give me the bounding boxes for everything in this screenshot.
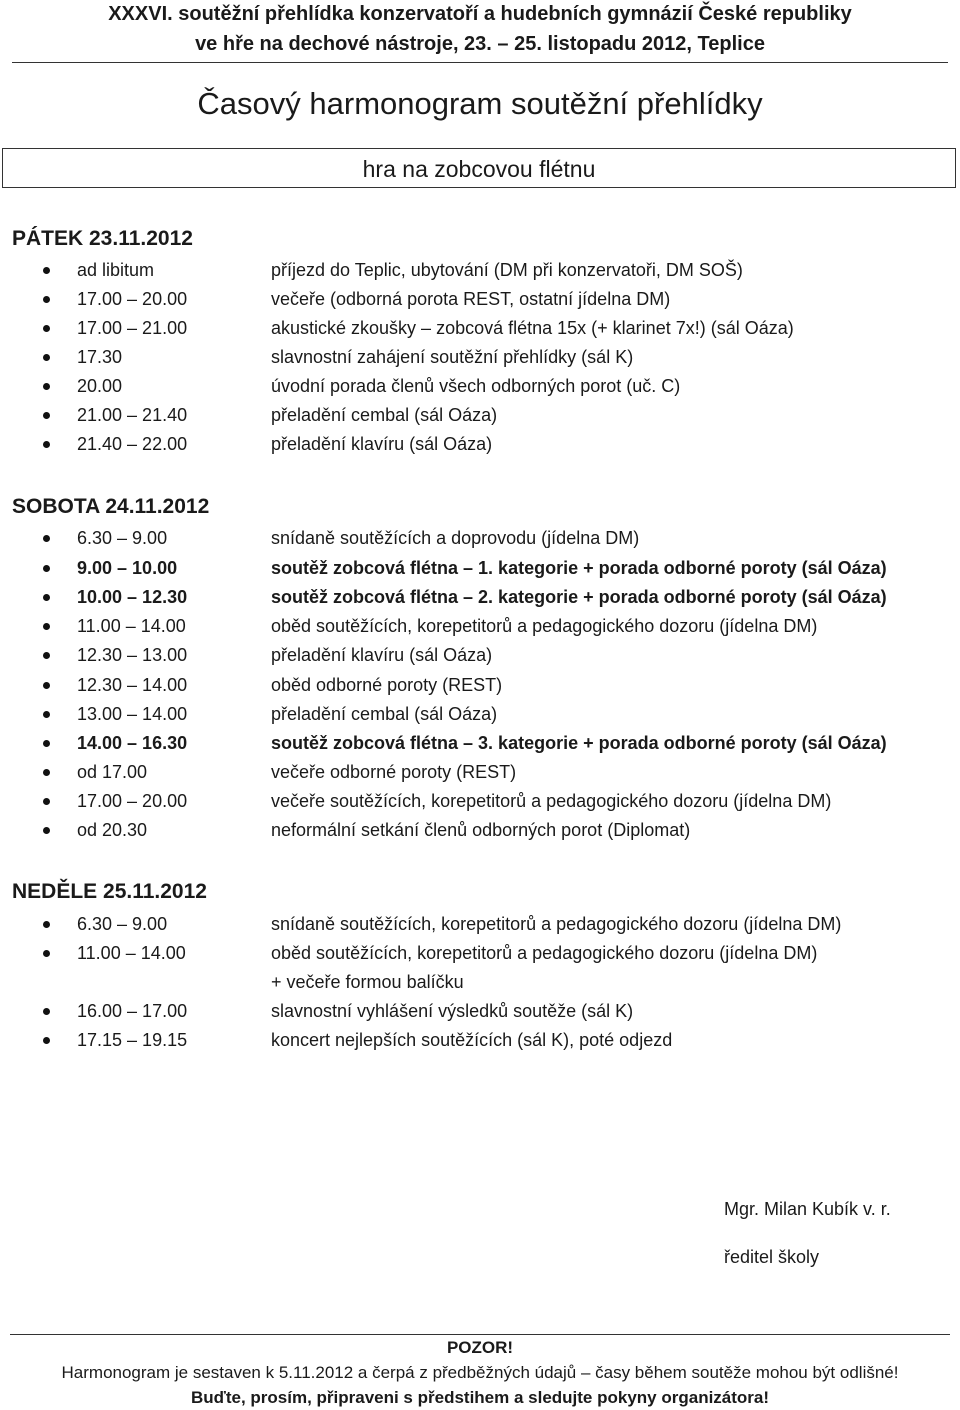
item-time: od 17.00	[77, 762, 148, 782]
subtitle-box	[2, 148, 956, 188]
schedule-item	[0, 787, 960, 815]
item-time: 6.30 – 9.00	[77, 914, 168, 934]
item-time: 20.00	[77, 376, 123, 396]
item-time: 6.30 – 9.00	[77, 528, 168, 548]
footer-warning: POZOR!	[446, 1338, 514, 1357]
item-description: oběd soutěžících, korepetitorů a pedagogického dozoru (jídelna DM)	[271, 616, 818, 636]
item-description: koncert nejlepších soutěžících (sál K), poté odjezd	[271, 1030, 673, 1050]
item-description: večeře odborné poroty (REST)	[271, 762, 517, 782]
bullet-icon	[43, 1008, 50, 1015]
item-time: 10.00 – 12.30	[77, 587, 188, 607]
item-time: 17.00 – 21.00	[77, 318, 188, 338]
item-time: 16.00 – 17.00	[77, 1001, 188, 1021]
item-description: večeře (odborná porota REST, ostatní jídelna DM)	[271, 289, 671, 309]
item-time: 21.00 – 21.40	[77, 405, 188, 425]
day-heading-friday: PÁTEK 23.11.2012	[12, 227, 193, 250]
bullet-icon	[43, 325, 50, 332]
bullet-icon	[43, 798, 50, 805]
footer-request: Buďte, prosím, připraveni s předstihem a sledujte pokyny organizátora!	[190, 1388, 770, 1407]
item-description-continuation: + večeře formou balíčku	[271, 972, 464, 992]
item-description: přeladění klavíru (sál Oáza)	[271, 434, 493, 454]
bullet-icon	[43, 267, 50, 274]
bullet-icon	[43, 535, 50, 542]
bullet-icon	[43, 827, 50, 834]
item-description: soutěž zobcová flétna – 1. kategorie + porada odborné poroty (sál Oáza)	[271, 558, 887, 578]
item-time: 12.30 – 13.00	[77, 645, 188, 665]
bullet-icon	[43, 565, 50, 572]
item-description: soutěž zobcová flétna – 2. kategorie + porada odborné poroty (sál Oáza)	[271, 587, 887, 607]
schedule-item-competition	[0, 554, 960, 582]
schedule-item	[0, 816, 960, 844]
item-time: 17.00 – 20.00	[77, 289, 188, 309]
item-description: soutěž zobcová flétna – 3. kategorie + porada odborné poroty (sál Oáza)	[271, 733, 887, 753]
schedule-item	[0, 430, 960, 458]
item-time: 9.00 – 10.00	[77, 558, 178, 578]
footer-note: Harmonogram je sestaven k 5.11.2012 a čerpá z předběžných údajů – časy během soutěže mohou být odlišné!	[61, 1363, 899, 1382]
bullet-icon	[43, 769, 50, 776]
item-description: slavnostní zahájení soutěžní přehlídky (sál K)	[271, 347, 634, 367]
schedule-item	[0, 700, 960, 728]
schedule-item	[0, 612, 960, 640]
bullet-icon	[43, 623, 50, 630]
item-time: 11.00 – 14.00	[77, 943, 186, 963]
item-time: 21.40 – 22.00	[77, 434, 188, 454]
schedule-item	[0, 939, 960, 967]
header-line-2: ve hře na dechové nástroje, 23. – 25. listopadu 2012, Teplice	[195, 33, 765, 55]
item-time: 12.30 – 14.00	[77, 675, 188, 695]
item-time: od 20.30	[77, 820, 148, 840]
bullet-icon	[43, 711, 50, 718]
item-description: úvodní porada členů všech odborných porot (uč. C)	[271, 376, 681, 396]
day-heading-saturday: SOBOTA 24.11.2012	[12, 495, 210, 518]
bullet-icon	[43, 950, 50, 957]
item-time: 17.30	[77, 347, 123, 367]
bullet-icon	[43, 594, 50, 601]
item-time: 14.00 – 16.30	[77, 733, 188, 753]
bullet-icon	[43, 652, 50, 659]
bullet-icon	[43, 682, 50, 689]
schedule-item	[0, 524, 960, 552]
bullet-icon	[43, 740, 50, 747]
item-time: 17.15 – 19.15	[77, 1030, 188, 1050]
day-heading-sunday: NEDĚLE 25.11.2012	[12, 880, 207, 903]
schedule-item	[0, 343, 960, 371]
item-time: 17.00 – 20.00	[77, 791, 188, 811]
page-title: Časový harmonogram soutěžní přehlídky	[197, 86, 763, 121]
item-description: příjezd do Teplic, ubytování (DM při konzervatoři, DM SOŠ)	[271, 260, 743, 280]
schedule-item	[0, 285, 960, 313]
schedule-item	[0, 910, 960, 938]
item-description: přeladění klavíru (sál Oáza)	[271, 645, 493, 665]
item-description: večeře soutěžících, korepetitorů a pedagogického dozoru (jídelna DM)	[271, 791, 832, 811]
item-description: oběd odborné poroty (REST)	[271, 675, 503, 695]
item-description: snídaně soutěžících a doprovodu (jídelna DM)	[271, 528, 640, 548]
schedule-item	[0, 641, 960, 669]
bullet-icon	[43, 441, 50, 448]
item-time: ad libitum	[77, 260, 155, 280]
signature-name: Mgr. Milan Kubík v. r.	[724, 1199, 891, 1219]
header-divider	[12, 62, 948, 63]
bullet-icon	[43, 1037, 50, 1044]
item-description: oběd soutěžících, korepetitorů a pedagogického dozoru (jídelna DM)	[271, 943, 818, 963]
item-description: přeladění cembal (sál Oáza)	[271, 405, 498, 425]
item-description: slavnostní vyhlášení výsledků soutěže (sál K)	[271, 1001, 634, 1021]
schedule-item	[0, 256, 960, 284]
schedule-item-competition	[0, 583, 960, 611]
schedule-item	[0, 997, 960, 1025]
bullet-icon	[43, 921, 50, 928]
subtitle: hra na zobcovou flétnu	[362, 156, 596, 182]
schedule-item	[0, 1026, 960, 1054]
footer-divider	[10, 1334, 950, 1335]
bullet-icon	[43, 296, 50, 303]
item-time: 11.00 – 14.00	[77, 616, 186, 636]
bullet-icon	[43, 412, 50, 419]
item-description: akustické zkoušky – zobcová flétna 15x (+ klarinet 7x!) (sál Oáza)	[271, 318, 794, 338]
bullet-icon	[43, 354, 50, 361]
schedule-item	[0, 372, 960, 400]
schedule-item-competition	[0, 729, 960, 757]
item-description: neformální setkání členů odborných porot (Diplomat)	[271, 820, 691, 840]
schedule-item	[0, 314, 960, 342]
signature-role: ředitel školy	[724, 1247, 820, 1267]
item-description: přeladění cembal (sál Oáza)	[271, 704, 498, 724]
bullet-icon	[43, 383, 50, 390]
item-description: snídaně soutěžících, korepetitorů a pedagogického dozoru (jídelna DM)	[271, 914, 842, 934]
schedule-item	[0, 671, 960, 699]
schedule-item	[0, 401, 960, 429]
schedule-item	[0, 758, 960, 786]
item-time: 13.00 – 14.00	[77, 704, 188, 724]
header-line-1: XXXVI. soutěžní přehlídka konzervatoří a hudebních gymnázií České republiky	[108, 3, 852, 25]
